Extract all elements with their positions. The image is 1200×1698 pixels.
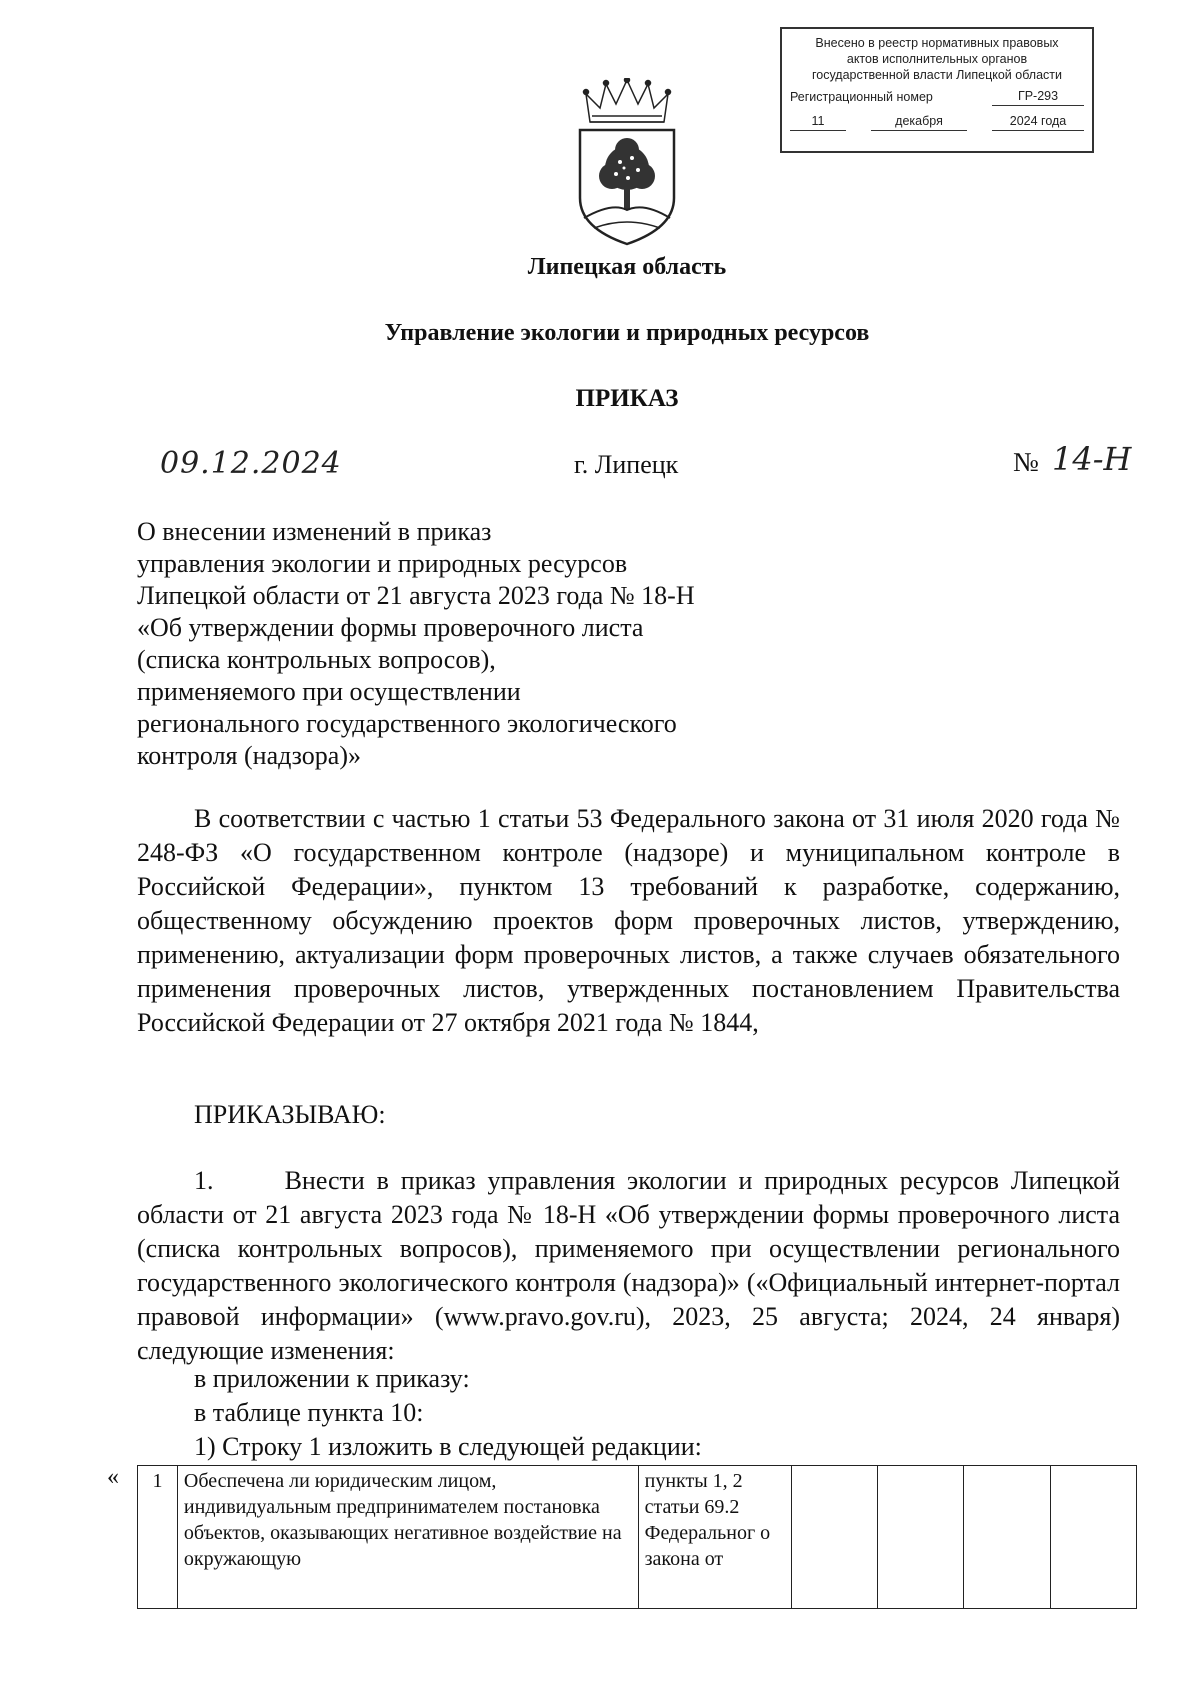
title-line: О внесении изменений в приказ xyxy=(137,517,492,546)
annex-line: в приложении к приказу: xyxy=(194,1364,470,1393)
open-quote: « xyxy=(107,1464,119,1490)
table-row xyxy=(138,1466,1137,1609)
preamble-paragraph: В соответствии с частью 1 статьи 53 Федерального закона от 31 июля 2020 года № 248-ФЗ «О государственном контроле (надзоре) и муниципальном контроле в Российской Федерации», пунктом 13 требований к разработке, содержанию, общественному обсуждению проектов форм проверочных листов, утверждению, применению, актуализации форм проверочных листов, а также случаев обязательного применения проверочных листов, утвержденных постановлением Правительства Российской Федерации от 27 октября 2021 года № 1844, xyxy=(137,804,1120,1037)
number-sign: № xyxy=(1013,447,1039,477)
stamp-registration-number: ГР-293 xyxy=(992,87,1084,106)
stamp-registration-label: Регистрационный номер xyxy=(790,90,933,104)
answer-cell xyxy=(1050,1466,1136,1609)
stamp-year: 2024 года xyxy=(992,112,1084,131)
stamp-line-1: Внесено в реестр нормативных правовых xyxy=(815,36,1059,50)
answer-cell xyxy=(791,1466,877,1609)
answer-cell xyxy=(878,1466,964,1609)
city-label: г. Липецк xyxy=(574,450,679,479)
coat-of-arms-icon xyxy=(572,78,682,246)
row-line: 1) Строку 1 изложить в следующей редакции: xyxy=(194,1432,702,1461)
title-line: регионального государственного экологического xyxy=(137,709,677,738)
order-word: ПРИКАЗЫВАЮ: xyxy=(194,1100,386,1129)
clause-1-paragraph: 1. Внести в приказ управления экологии и природных ресурсов Липецкой области от 21 августа 2023 года № 18-Н «Об утверждении формы проверочного листа (списка контрольных вопросов), применяемого при осуществлении регионального государственного экологического контроля (надзора)» («Официальный интернет-портал правовой информации» (www.pravo.gov.ru), 2023, 25 августа; 2024, 24 января) следующие изменения: xyxy=(137,1166,1127,1365)
department-heading: Управление экологии и природных ресурсов xyxy=(384,320,870,346)
stamp-line-3: государственной власти Липецкой области xyxy=(811,68,1063,82)
stamp-day: 11 xyxy=(790,112,846,131)
stamp-line-2: актов исполнительных органов xyxy=(846,52,1028,66)
stamp-month: декабря xyxy=(871,112,967,131)
handwritten-date: 09.12.2024 xyxy=(160,446,342,481)
title-line: контроля (надзора)» xyxy=(137,741,361,770)
question-cell: Обеспечена ли юридическим лицом, индивидуальным предпринимателем постановка объектов, оказывающих негативное воздействие на окружающую xyxy=(177,1466,638,1609)
document-title xyxy=(137,516,695,772)
checklist-table xyxy=(137,1465,1137,1609)
title-line: «Об утверждении формы проверочного листа xyxy=(137,613,644,642)
title-line: Липецкой области от 21 августа 2023 года № 18-Н xyxy=(137,581,695,610)
answer-cell xyxy=(964,1466,1050,1609)
stamp-registration-row xyxy=(790,87,1084,106)
doc-type-heading: ПРИКАЗ xyxy=(575,385,679,412)
registry-stamp xyxy=(780,27,1094,153)
table-line: в таблице пункта 10: xyxy=(194,1398,424,1427)
handwritten-number: 14-Н xyxy=(1052,440,1132,478)
title-line: (списка контрольных вопросов), xyxy=(137,645,496,674)
row-number-cell: 1 xyxy=(138,1466,178,1609)
reference-cell: пункты 1, 2 статьи 69.2 Федеральног о закона от xyxy=(638,1466,791,1609)
stamp-date-row xyxy=(790,112,1084,131)
region-heading: Липецкая область xyxy=(527,254,727,280)
title-line: управления экологии и природных ресурсов xyxy=(137,549,628,578)
title-line: применяемого при осуществлении xyxy=(137,677,521,706)
